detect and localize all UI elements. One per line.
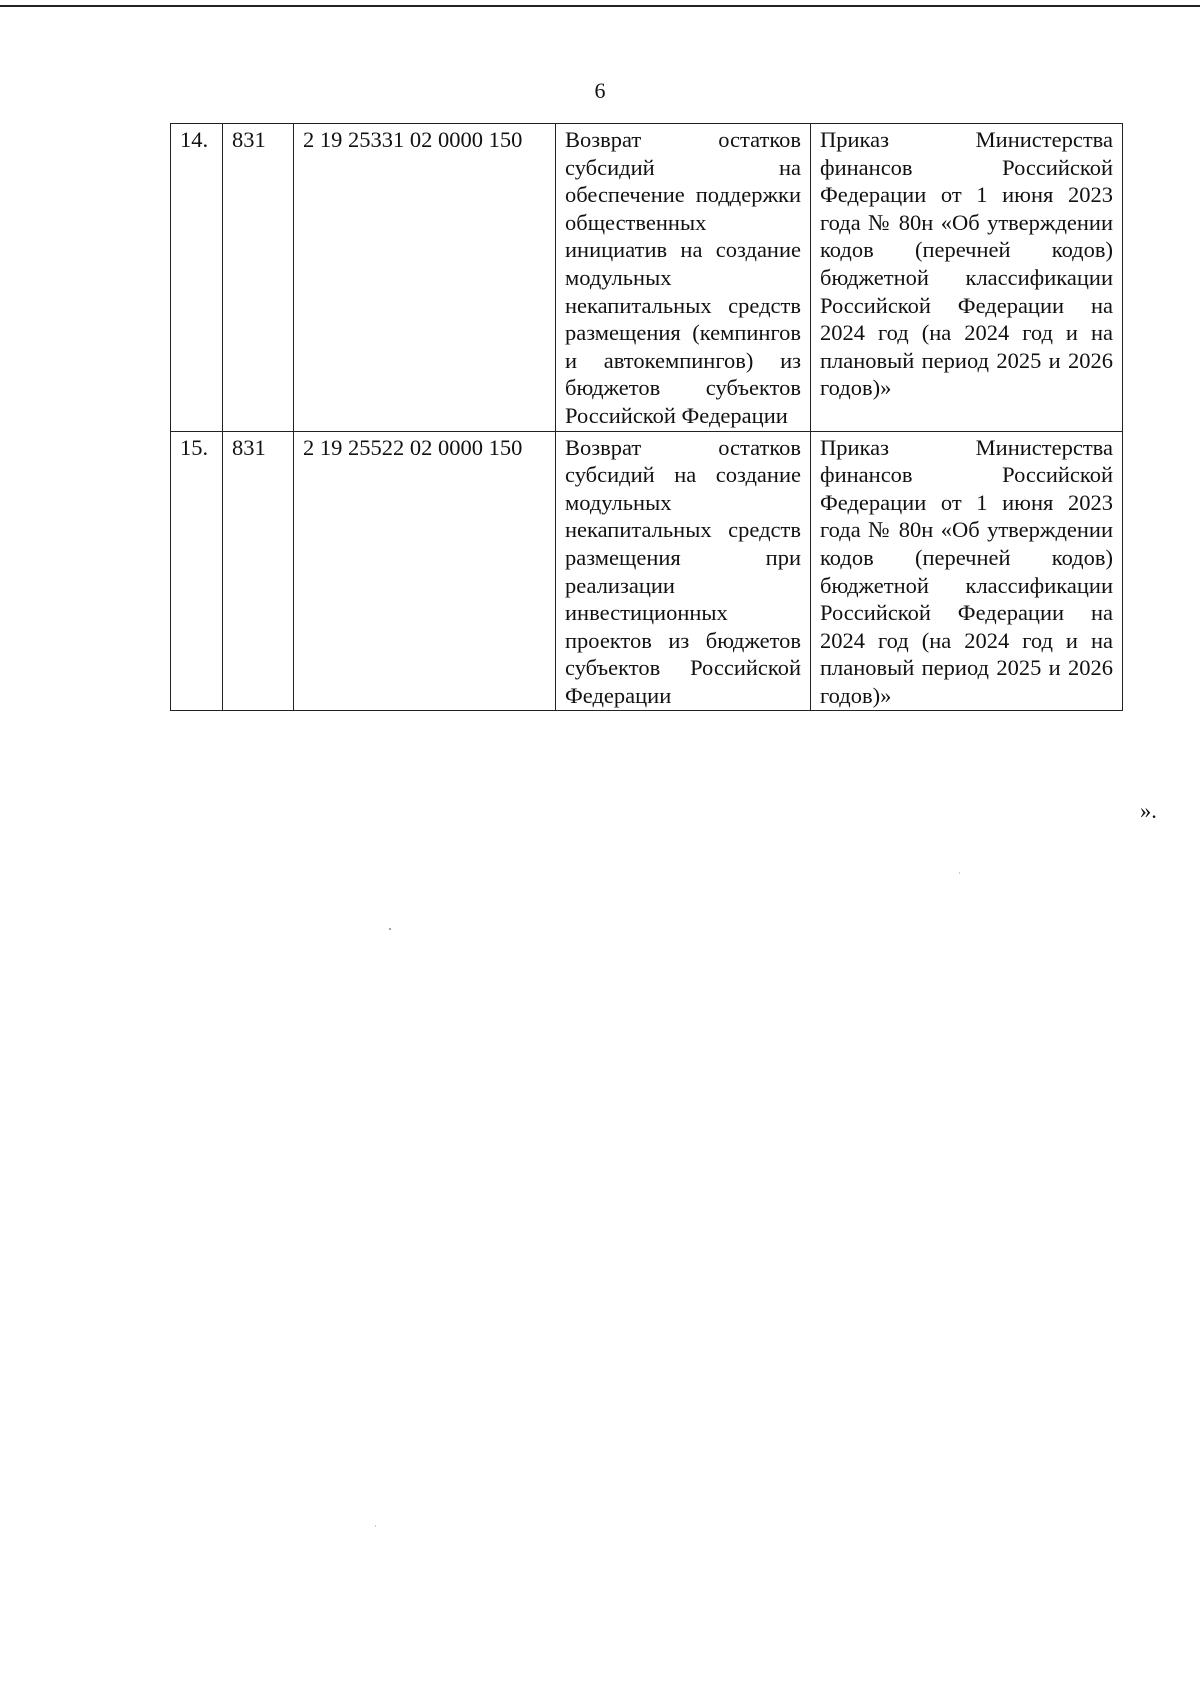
row-number-cell: 14. (171, 124, 223, 432)
table-row (171, 124, 1123, 432)
table-row (171, 431, 1123, 711)
legal-basis-cell: Приказ Министерства финансов Российской Федерации от 1 июня 2023 года № 80н «Об утверждении кодов (перечней кодов) бюджетной классификации Российской Федерации на 2024 год (на 2024 год и на плановый период 2025 и 2026 годов)» (811, 124, 1123, 432)
admin-code-cell: 831 (223, 124, 294, 432)
budget-classification-code-cell: 2 19 25522 02 0000 150 (294, 431, 556, 711)
row-number-cell: 15. (171, 431, 223, 711)
scan-speck (959, 872, 960, 874)
budget-classification-code-cell: 2 19 25331 02 0000 150 (294, 124, 556, 432)
scan-speck (375, 1525, 376, 1527)
legal-basis-cell: Приказ Министерства финансов Российской Федерации от 1 июня 2023 года № 80н «Об утверждении кодов (перечней кодов) бюджетной классификации Российской Федерации на 2024 год (на 2024 год и на плановый период 2025 и 2026 годов)» (811, 431, 1123, 711)
description-cell: Возврат остатков субсидий на создание модульных некапитальных средств размещения при реализации инвестиционных проектов из бюджетов субъектов Российской Федерации (556, 431, 811, 711)
top-edge-rule (0, 5, 1200, 7)
scan-speck (389, 928, 391, 930)
page-number: 6 (594, 78, 606, 103)
kbk-table (170, 123, 1123, 711)
closing-quote-mark: ». (1140, 798, 1157, 823)
description-cell: Возврат остатков субсидий на обеспечение поддержки общественных инициатив на создание модульных некапитальных средств размещения (кемпингов и автокемпингов) из бюджетов субъектов Российской Федерации (556, 124, 811, 432)
admin-code-cell: 831 (223, 431, 294, 711)
